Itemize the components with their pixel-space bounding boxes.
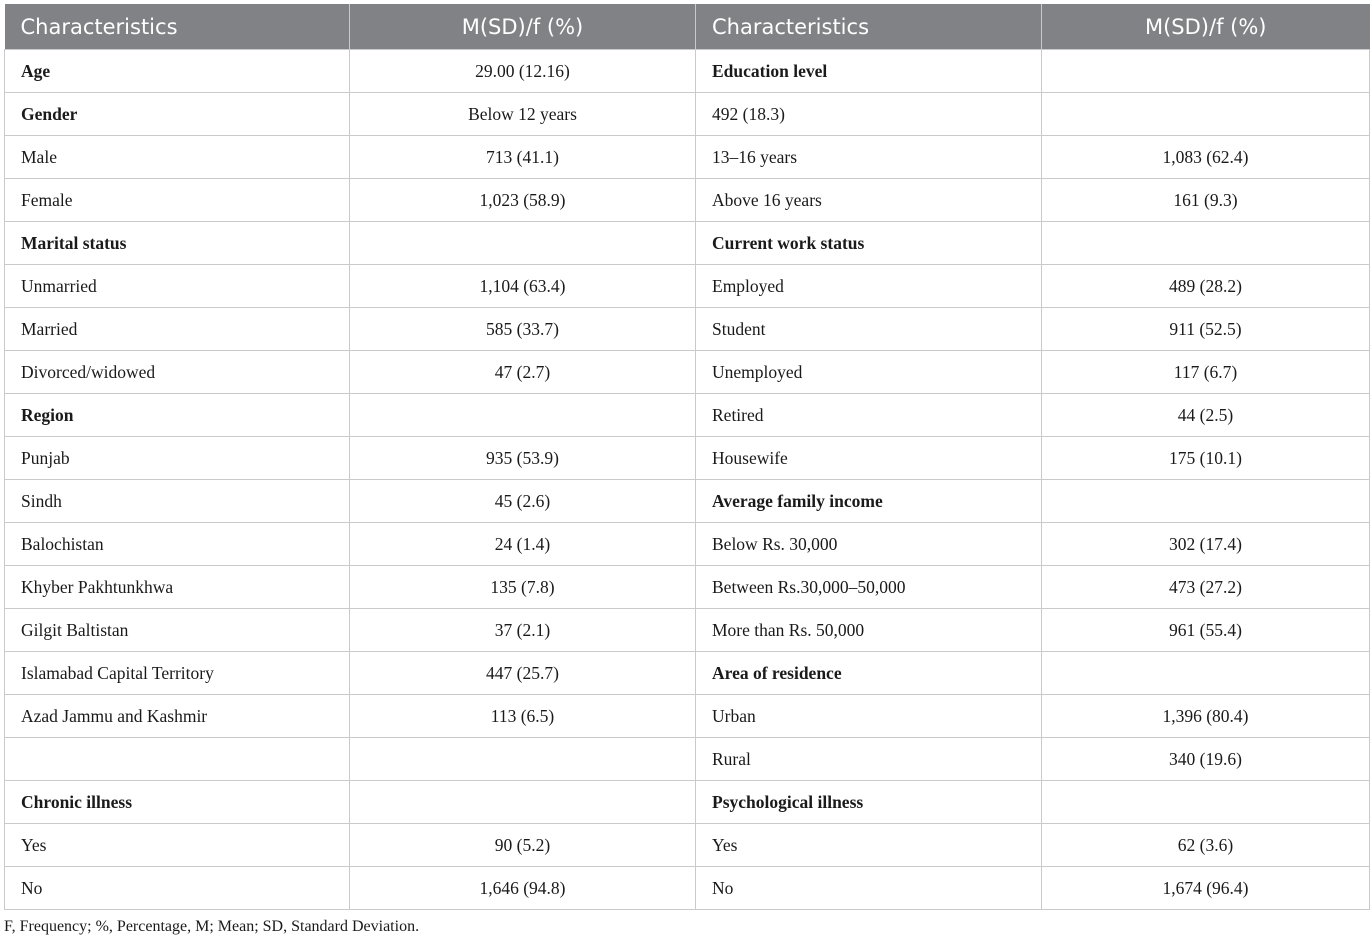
left-characteristic-cell: Punjab <box>5 437 350 480</box>
right-characteristic-cell: Area of residence <box>696 652 1042 695</box>
right-value-cell: 175 (10.1) <box>1042 437 1370 480</box>
table-row <box>5 437 1370 480</box>
table-row <box>5 93 1370 136</box>
left-value-cell <box>350 394 696 437</box>
table-row <box>5 867 1370 910</box>
left-characteristic-cell: Marital status <box>5 222 350 265</box>
table-row <box>5 351 1370 394</box>
right-value-cell <box>1042 652 1370 695</box>
right-characteristic-cell: Yes <box>696 824 1042 867</box>
right-characteristic-cell: No <box>696 867 1042 910</box>
left-characteristic-cell: Age <box>5 50 350 93</box>
left-value-cell <box>350 738 696 781</box>
left-value-cell: 135 (7.8) <box>350 566 696 609</box>
left-value-cell: 713 (41.1) <box>350 136 696 179</box>
right-characteristic-cell: Retired <box>696 394 1042 437</box>
right-characteristic-cell: Psychological illness <box>696 781 1042 824</box>
right-value-cell <box>1042 93 1370 136</box>
left-characteristic-cell: Khyber Pakhtunkhwa <box>5 566 350 609</box>
left-value-cell: 37 (2.1) <box>350 609 696 652</box>
table-row <box>5 394 1370 437</box>
demographics-table-container <box>4 4 1369 910</box>
right-characteristic-cell: More than Rs. 50,000 <box>696 609 1042 652</box>
left-value-cell: 29.00 (12.16) <box>350 50 696 93</box>
table-row <box>5 222 1370 265</box>
left-characteristic-cell: Azad Jammu and Kashmir <box>5 695 350 738</box>
header-value-left: M(SD)/f (%) <box>350 4 696 50</box>
left-value-cell: 90 (5.2) <box>350 824 696 867</box>
table-header-row <box>5 4 1370 50</box>
right-value-cell: 1,396 (80.4) <box>1042 695 1370 738</box>
left-value-cell: 1,023 (58.9) <box>350 179 696 222</box>
right-value-cell: 44 (2.5) <box>1042 394 1370 437</box>
table-row <box>5 738 1370 781</box>
right-value-cell: 161 (9.3) <box>1042 179 1370 222</box>
table-row <box>5 308 1370 351</box>
header-value-right: M(SD)/f (%) <box>1042 4 1370 50</box>
right-value-cell <box>1042 222 1370 265</box>
right-characteristic-cell: Between Rs.30,000–50,000 <box>696 566 1042 609</box>
left-value-cell: 585 (33.7) <box>350 308 696 351</box>
right-value-cell: 1,083 (62.4) <box>1042 136 1370 179</box>
right-characteristic-cell: 492 (18.3) <box>696 93 1042 136</box>
left-value-cell: 935 (53.9) <box>350 437 696 480</box>
right-value-cell: 117 (6.7) <box>1042 351 1370 394</box>
header-characteristics-left: Characteristics <box>5 4 350 50</box>
left-value-cell: 1,646 (94.8) <box>350 867 696 910</box>
left-value-cell: Below 12 years <box>350 93 696 136</box>
right-characteristic-cell: Current work status <box>696 222 1042 265</box>
left-value-cell <box>350 781 696 824</box>
left-characteristic-cell: Balochistan <box>5 523 350 566</box>
right-value-cell <box>1042 50 1370 93</box>
right-value-cell: 340 (19.6) <box>1042 738 1370 781</box>
table-row <box>5 50 1370 93</box>
demographics-table <box>4 4 1370 910</box>
left-characteristic-cell: Gender <box>5 93 350 136</box>
table-row <box>5 179 1370 222</box>
left-characteristic-cell: Divorced/widowed <box>5 351 350 394</box>
header-characteristics-right: Characteristics <box>696 4 1042 50</box>
right-characteristic-cell: Below Rs. 30,000 <box>696 523 1042 566</box>
right-characteristic-cell: Unemployed <box>696 351 1042 394</box>
left-characteristic-cell: Yes <box>5 824 350 867</box>
left-value-cell: 47 (2.7) <box>350 351 696 394</box>
left-characteristic-cell: Male <box>5 136 350 179</box>
table-row <box>5 265 1370 308</box>
left-characteristic-cell: Female <box>5 179 350 222</box>
table-row <box>5 781 1370 824</box>
right-characteristic-cell: Rural <box>696 738 1042 781</box>
left-value-cell: 24 (1.4) <box>350 523 696 566</box>
right-characteristic-cell: Student <box>696 308 1042 351</box>
left-characteristic-cell: Islamabad Capital Territory <box>5 652 350 695</box>
left-value-cell <box>350 222 696 265</box>
left-value-cell: 447 (25.7) <box>350 652 696 695</box>
left-characteristic-cell: Married <box>5 308 350 351</box>
left-characteristic-cell <box>5 738 350 781</box>
left-characteristic-cell: Chronic illness <box>5 781 350 824</box>
left-value-cell: 113 (6.5) <box>350 695 696 738</box>
right-characteristic-cell: Housewife <box>696 437 1042 480</box>
right-value-cell <box>1042 480 1370 523</box>
table-footnote: F, Frequency; %, Percentage, M; Mean; SD, Standard Deviation. <box>4 918 420 935</box>
table-row <box>5 523 1370 566</box>
right-value-cell: 302 (17.4) <box>1042 523 1370 566</box>
right-value-cell: 961 (55.4) <box>1042 609 1370 652</box>
right-value-cell: 473 (27.2) <box>1042 566 1370 609</box>
table-row <box>5 566 1370 609</box>
left-value-cell: 45 (2.6) <box>350 480 696 523</box>
right-characteristic-cell: Education level <box>696 50 1042 93</box>
left-characteristic-cell: Unmarried <box>5 265 350 308</box>
table-row <box>5 824 1370 867</box>
table-row <box>5 480 1370 523</box>
table-row <box>5 652 1370 695</box>
left-characteristic-cell: Sindh <box>5 480 350 523</box>
right-characteristic-cell: 13–16 years <box>696 136 1042 179</box>
left-characteristic-cell: Region <box>5 394 350 437</box>
right-characteristic-cell: Employed <box>696 265 1042 308</box>
right-value-cell: 62 (3.6) <box>1042 824 1370 867</box>
right-characteristic-cell: Average family income <box>696 480 1042 523</box>
table-row <box>5 609 1370 652</box>
left-value-cell: 1,104 (63.4) <box>350 265 696 308</box>
right-value-cell <box>1042 781 1370 824</box>
table-body <box>5 50 1370 910</box>
right-value-cell: 489 (28.2) <box>1042 265 1370 308</box>
left-characteristic-cell: Gilgit Baltistan <box>5 609 350 652</box>
right-characteristic-cell: Urban <box>696 695 1042 738</box>
right-value-cell: 1,674 (96.4) <box>1042 867 1370 910</box>
right-value-cell: 911 (52.5) <box>1042 308 1370 351</box>
left-characteristic-cell: No <box>5 867 350 910</box>
right-characteristic-cell: Above 16 years <box>696 179 1042 222</box>
table-row <box>5 695 1370 738</box>
table-row <box>5 136 1370 179</box>
